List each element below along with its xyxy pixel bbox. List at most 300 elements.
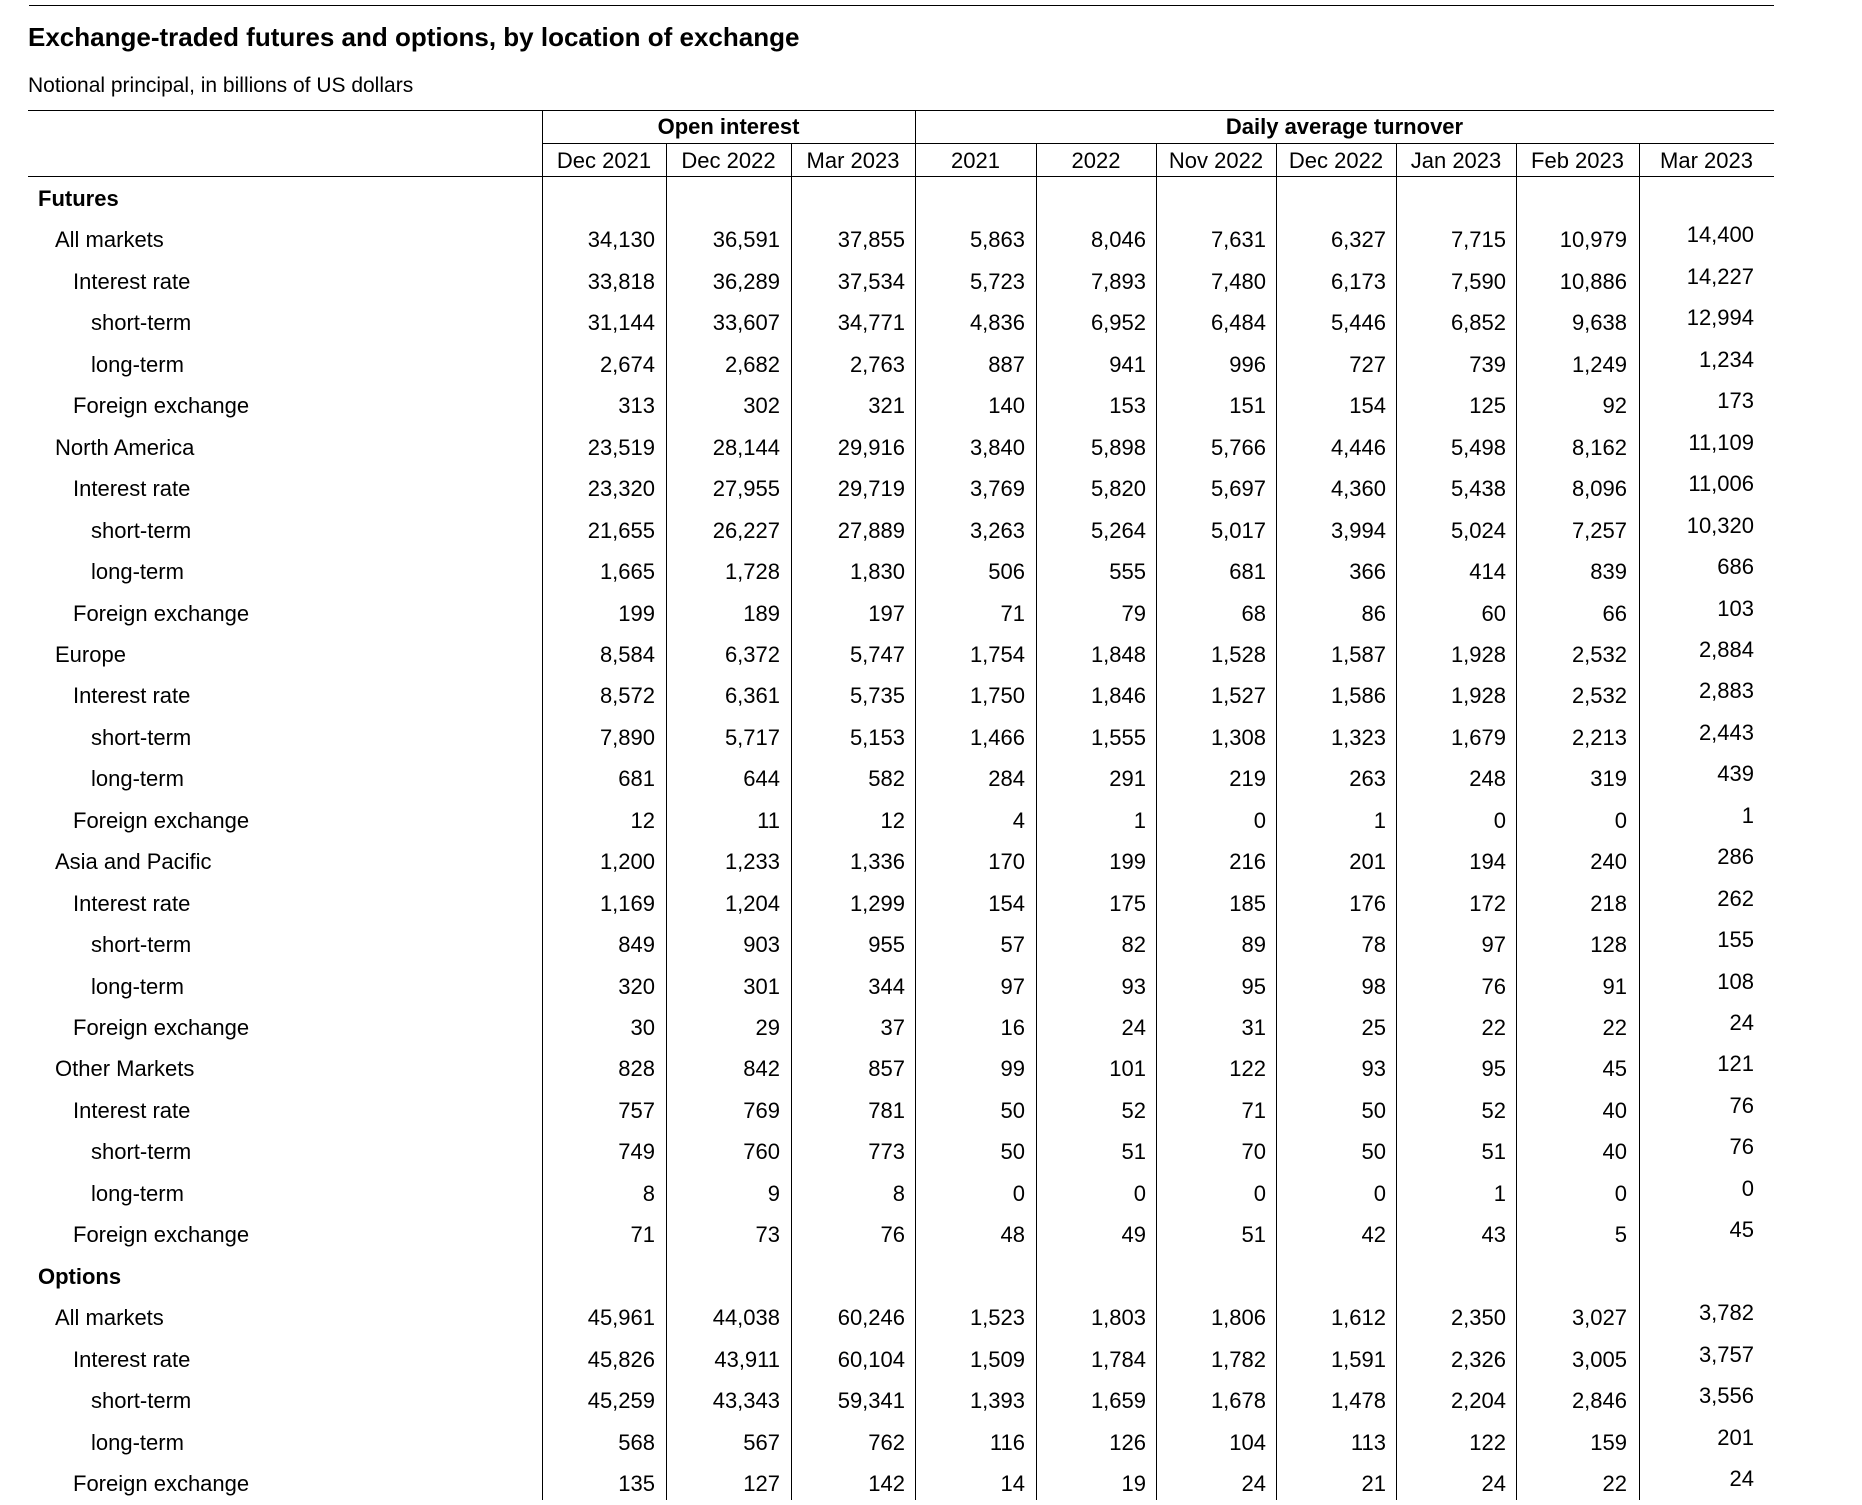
value-cell: 108 [1717,969,1754,994]
column-header-5: 2022 [1071,148,1121,173]
value-cell: 59,341 [837,1388,905,1413]
value-cell: 6,361 [724,683,780,708]
value-cell: 0 [1373,1181,1386,1206]
value-cell: 0 [1741,1176,1754,1201]
value-cell: 92 [1602,393,1627,418]
table-row [0,1093,1862,1132]
value-cell: 10,886 [1559,269,1627,294]
value-cell: 2,443 [1698,720,1754,745]
value-cell: 76 [1729,1134,1754,1159]
value-cell: 154 [988,891,1025,916]
row-label: Interest rate [73,1347,191,1372]
value-cell: 1,612 [1330,1305,1386,1330]
value-cell: 199 [1109,849,1146,874]
value-cell: 97 [1000,974,1025,999]
value-cell: 681 [618,766,655,791]
value-cell: 2,204 [1450,1388,1506,1413]
value-cell: 7,890 [599,725,655,750]
value-cell: 291 [1109,766,1146,791]
value-cell: 42 [1361,1222,1386,1247]
value-cell: 30 [630,1015,655,1040]
value-cell: 248 [1469,766,1506,791]
value-cell: 71 [630,1222,655,1247]
value-cell: 887 [988,352,1025,377]
value-cell: 48 [1000,1222,1025,1247]
value-cell: 5,747 [849,642,905,667]
row-label: North America [55,435,195,460]
value-cell: 4,836 [969,310,1025,335]
value-cell: 262 [1717,886,1754,911]
value-cell: 681 [1229,559,1266,584]
value-cell: 176 [1349,891,1386,916]
value-cell: 73 [755,1222,780,1247]
value-cell: 10,979 [1559,227,1627,252]
row-label: All markets [55,1305,164,1330]
value-cell: 76 [1481,974,1506,999]
value-cell: 3,782 [1698,1300,1754,1325]
value-cell: 33,818 [587,269,655,294]
value-cell: 1,659 [1090,1388,1146,1413]
value-cell: 218 [1590,891,1627,916]
value-cell: 40 [1602,1139,1627,1164]
value-cell: 29,916 [837,435,905,460]
value-cell: 1,784 [1090,1347,1146,1372]
value-cell: 76 [880,1222,905,1247]
value-cell: 24 [1481,1471,1506,1496]
value-cell: 1 [1133,808,1146,833]
value-cell: 1,204 [724,891,780,916]
value-cell: 263 [1349,766,1386,791]
column-header-2: Dec 2022 [681,148,776,173]
value-cell: 1,846 [1090,683,1146,708]
value-cell: 36,289 [712,269,780,294]
value-cell: 4,360 [1330,476,1386,501]
value-cell: 582 [868,766,905,791]
table-row [0,1342,1862,1381]
value-cell: 1,678 [1210,1388,1266,1413]
value-cell: 3,005 [1571,1347,1627,1372]
table-row [0,761,1862,800]
value-cell: 739 [1469,352,1506,377]
value-cell: 2,763 [849,352,905,377]
table-row [0,720,1862,759]
row-label: short-term [91,1388,192,1413]
value-cell: 2,350 [1450,1305,1506,1330]
table-row [0,1051,1862,1090]
value-cell: 762 [868,1430,905,1455]
row-label: short-term [91,725,192,750]
value-cell: 1,249 [1571,352,1627,377]
column-header-9: Feb 2023 [1531,148,1624,173]
table-row [0,264,1862,303]
table-row [0,844,1862,883]
row-label: Foreign exchange [73,808,250,833]
value-cell: 321 [868,393,905,418]
table-row [0,1217,1862,1256]
row-label: long-term [91,1181,184,1206]
value-cell: 2,674 [599,352,655,377]
value-cell: 91 [1602,974,1627,999]
value-cell: 5,863 [969,227,1025,252]
value-cell: 121 [1717,1051,1754,1076]
value-cell: 320 [618,974,655,999]
page-subtitle: Notional principal, in billions of US dollars [28,74,414,97]
value-cell: 1,336 [849,849,905,874]
value-cell: 0 [1493,808,1506,833]
value-cell: 49 [1121,1222,1146,1247]
value-cell: 3,994 [1330,518,1386,543]
value-cell: 104 [1229,1430,1266,1455]
value-cell: 2,532 [1571,683,1627,708]
value-cell: 1,848 [1090,642,1146,667]
value-cell: 126 [1109,1430,1146,1455]
value-cell: 727 [1349,352,1386,377]
value-cell: 1,169 [599,891,655,916]
value-cell: 45 [1729,1217,1754,1242]
value-cell: 23,519 [587,435,655,460]
row-label: Foreign exchange [73,1015,250,1040]
value-cell: 1,782 [1210,1347,1266,1372]
value-cell: 113 [1350,1430,1386,1455]
table-row [0,678,1862,717]
row-label: Interest rate [73,269,191,294]
value-cell: 51 [1241,1222,1266,1247]
value-cell: 189 [743,601,780,626]
value-cell: 5 [1614,1222,1627,1247]
value-cell: 216 [1229,849,1266,874]
value-cell: 955 [868,932,905,957]
table-row [0,1300,1862,1339]
value-cell: 773 [868,1139,905,1164]
value-cell: 29,719 [837,476,905,501]
value-cell: 95 [1241,974,1266,999]
value-cell: 43,343 [712,1388,780,1413]
value-cell: 50 [1361,1139,1386,1164]
value-cell: 201 [1349,849,1386,874]
value-cell: 781 [868,1098,905,1123]
table-row [0,1425,1862,1464]
value-cell: 1 [1373,808,1386,833]
value-cell: 76 [1729,1093,1754,1118]
row-label: long-term [91,559,184,584]
value-cell: 14,227 [1686,264,1754,289]
column-header-8: Jan 2023 [1410,148,1502,173]
value-cell: 1,928 [1450,683,1506,708]
value-cell: 27,889 [837,518,905,543]
row-label: short-term [91,1139,192,1164]
value-cell: 6,484 [1210,310,1266,335]
value-cell: 1,393 [969,1388,1025,1413]
value-cell: 25 [1361,1015,1386,1040]
value-cell: 0 [1253,1181,1266,1206]
value-cell: 769 [743,1098,780,1123]
section-header-options [0,1264,1862,1298]
value-cell: 172 [1469,891,1506,916]
value-cell: 16 [1000,1015,1025,1040]
value-cell: 201 [1717,1425,1754,1450]
value-cell: 2,682 [724,352,780,377]
value-cell: 5,017 [1210,518,1266,543]
value-cell: 1,591 [1330,1347,1386,1372]
column-header-3: Mar 2023 [806,148,900,173]
table-row [0,305,1862,344]
value-cell: 50 [1000,1139,1025,1164]
value-cell: 37,534 [837,269,905,294]
value-cell: 301 [743,974,780,999]
value-cell: 21,655 [587,518,655,543]
value-cell: 142 [868,1471,905,1496]
value-cell: 24 [1729,1010,1754,1035]
table-row [0,927,1862,966]
value-cell: 1,323 [1330,725,1386,750]
value-cell: 1,803 [1090,1305,1146,1330]
value-cell: 8,096 [1571,476,1627,501]
value-cell: 22 [1602,1015,1627,1040]
table-row [0,430,1862,469]
value-cell: 68 [1241,601,1266,626]
value-cell: 686 [1717,554,1754,579]
column-header-1: Dec 2021 [556,148,652,173]
group-header-daily-turnover: Daily average turnover [1225,114,1464,139]
table-top-rule [28,110,1774,111]
value-cell: 31,144 [587,310,655,335]
value-cell: 154 [1349,393,1386,418]
value-cell: 302 [743,393,780,418]
value-cell: 28,144 [712,435,780,460]
value-cell: 40 [1602,1098,1627,1123]
value-cell: 6,173 [1330,269,1386,294]
row-label: Foreign exchange [73,601,250,626]
value-cell: 116 [989,1430,1025,1455]
value-cell: 14 [1000,1471,1025,1496]
value-cell: 50 [1000,1098,1025,1123]
value-cell: 79 [1121,601,1146,626]
value-cell: 86 [1361,601,1386,626]
value-cell: 89 [1241,932,1266,957]
value-cell: 5,717 [724,725,780,750]
value-cell: 12 [630,808,655,833]
row-label: short-term [91,310,192,335]
value-cell: 644 [743,766,780,791]
value-cell: 1,679 [1450,725,1506,750]
value-cell: 22 [1602,1471,1627,1496]
section-label: Futures [38,186,119,211]
value-cell: 27,955 [712,476,780,501]
value-cell: 1,665 [599,559,655,584]
value-cell: 6,327 [1330,227,1386,252]
value-cell: 1,555 [1090,725,1146,750]
row-label: long-term [91,352,184,377]
value-cell: 153 [1109,393,1146,418]
value-cell: 8,046 [1090,227,1146,252]
value-cell: 93 [1361,1056,1386,1081]
row-label: Europe [55,642,126,667]
value-cell: 24 [1729,1466,1754,1491]
value-cell: 194 [1469,849,1506,874]
value-cell: 5,723 [969,269,1025,294]
value-cell: 1,728 [724,559,780,584]
value-cell: 568 [618,1430,655,1455]
value-cell: 122 [1229,1056,1266,1081]
row-label: short-term [91,518,192,543]
value-cell: 185 [1229,891,1266,916]
value-cell: 1,478 [1330,1388,1386,1413]
table-row [0,1383,1862,1422]
value-cell: 5,446 [1330,310,1386,335]
row-label: Asia and Pacific [55,849,212,874]
value-cell: 5,766 [1210,435,1266,460]
table-row [0,969,1862,1008]
value-cell: 7,893 [1090,269,1146,294]
value-cell: 313 [618,393,655,418]
value-cell: 219 [1229,766,1266,791]
value-cell: 828 [618,1056,655,1081]
value-cell: 9 [767,1181,780,1206]
value-cell: 60 [1481,601,1506,626]
value-cell: 43,911 [714,1347,780,1372]
table-row [0,803,1862,842]
value-cell: 749 [618,1139,655,1164]
row-label: Foreign exchange [73,1222,250,1247]
value-cell: 5,498 [1450,435,1506,460]
row-label: short-term [91,932,192,957]
table-row [0,388,1862,427]
value-cell: 151 [1229,393,1266,418]
value-cell: 3,556 [1698,1383,1754,1408]
row-label: Interest rate [73,1098,191,1123]
value-cell: 57 [1000,932,1025,957]
value-cell: 8,584 [599,642,655,667]
value-cell: 7,257 [1571,518,1627,543]
table-row [0,471,1862,510]
value-cell: 37 [880,1015,905,1040]
value-cell: 7,715 [1450,227,1506,252]
value-cell: 5,898 [1090,435,1146,460]
value-cell: 6,952 [1090,310,1146,335]
value-cell: 757 [618,1098,655,1123]
row-label: All markets [55,227,164,252]
section-label: Options [38,1264,122,1289]
value-cell: 0 [1253,808,1266,833]
row-label: Foreign exchange [73,393,250,418]
value-cell: 71 [1000,601,1025,626]
value-cell: 8 [642,1181,655,1206]
value-cell: 8 [892,1181,905,1206]
table-row [0,513,1862,552]
value-cell: 3,027 [1571,1305,1627,1330]
value-cell: 5,153 [849,725,905,750]
value-cell: 19 [1121,1471,1146,1496]
value-cell: 2,532 [1571,642,1627,667]
value-cell: 319 [1590,766,1627,791]
value-cell: 12 [880,808,905,833]
value-cell: 8,162 [1571,435,1627,460]
value-cell: 78 [1361,932,1386,957]
value-cell: 1,754 [969,642,1025,667]
value-cell: 26,227 [712,518,780,543]
value-cell: 45 [1602,1056,1627,1081]
row-label: long-term [91,974,184,999]
row-label: Other Markets [55,1056,195,1081]
value-cell: 839 [1590,559,1627,584]
value-cell: 857 [868,1056,905,1081]
value-cell: 12,994 [1686,305,1754,330]
value-cell: 52 [1121,1098,1146,1123]
group-header-open-interest: Open interest [657,114,800,139]
value-cell: 1,750 [969,683,1025,708]
page-title: Exchange-traded futures and options, by location of exchange [28,22,800,52]
table-row [0,1010,1862,1049]
value-cell: 66 [1602,601,1627,626]
value-cell: 60,104 [837,1347,905,1372]
value-cell: 125 [1469,393,1506,418]
column-header-7: Dec 2022 [1288,148,1384,173]
value-cell: 82 [1121,932,1146,957]
value-cell: 31 [1241,1015,1266,1040]
value-cell: 98 [1361,974,1386,999]
value-cell: 24 [1241,1471,1266,1496]
value-cell: 93 [1121,974,1146,999]
value-cell: 11 [757,808,780,833]
value-cell: 240 [1590,849,1627,874]
value-cell: 849 [618,932,655,957]
value-cell: 5,820 [1090,476,1146,501]
value-cell: 71 [1241,1098,1266,1123]
value-cell: 6,372 [724,642,780,667]
row-label: Interest rate [73,891,191,916]
value-cell: 175 [1109,891,1146,916]
value-cell: 996 [1229,352,1266,377]
value-cell: 3,769 [969,476,1025,501]
table-row [0,554,1862,593]
value-cell: 122 [1469,1430,1506,1455]
value-cell: 760 [743,1139,780,1164]
value-cell: 52 [1481,1098,1506,1123]
value-cell: 51 [1481,1139,1506,1164]
value-cell: 7,590 [1450,269,1506,294]
value-cell: 8,572 [599,683,655,708]
column-header-6: Nov 2022 [1168,148,1264,173]
value-cell: 11,109 [1688,430,1754,455]
table-row [0,886,1862,925]
top-rule [29,5,1774,6]
value-cell: 173 [1717,388,1754,413]
header-bottom-rule [28,176,1774,177]
value-cell: 33,607 [712,310,780,335]
value-cell: 2,326 [1450,1347,1506,1372]
column-header-4: 2021 [951,148,1000,173]
row-label: long-term [91,1430,184,1455]
value-cell: 3,263 [969,518,1025,543]
table-row [0,347,1862,386]
value-cell: 2,883 [1698,678,1754,703]
value-cell: 128 [1590,932,1627,957]
value-cell: 0 [1614,808,1627,833]
value-cell: 344 [868,974,905,999]
value-cell: 1,466 [969,725,1025,750]
value-cell: 22 [1481,1015,1506,1040]
value-cell: 29 [755,1015,780,1040]
value-cell: 1,587 [1330,642,1386,667]
value-cell: 51 [1121,1139,1146,1164]
value-cell: 1,509 [969,1347,1025,1372]
value-cell: 43 [1481,1222,1506,1247]
group-header-rule [542,143,1774,144]
row-label: Interest rate [73,476,191,501]
value-cell: 5,024 [1450,518,1506,543]
value-cell: 11,006 [1688,471,1754,496]
value-cell: 3,840 [969,435,1025,460]
